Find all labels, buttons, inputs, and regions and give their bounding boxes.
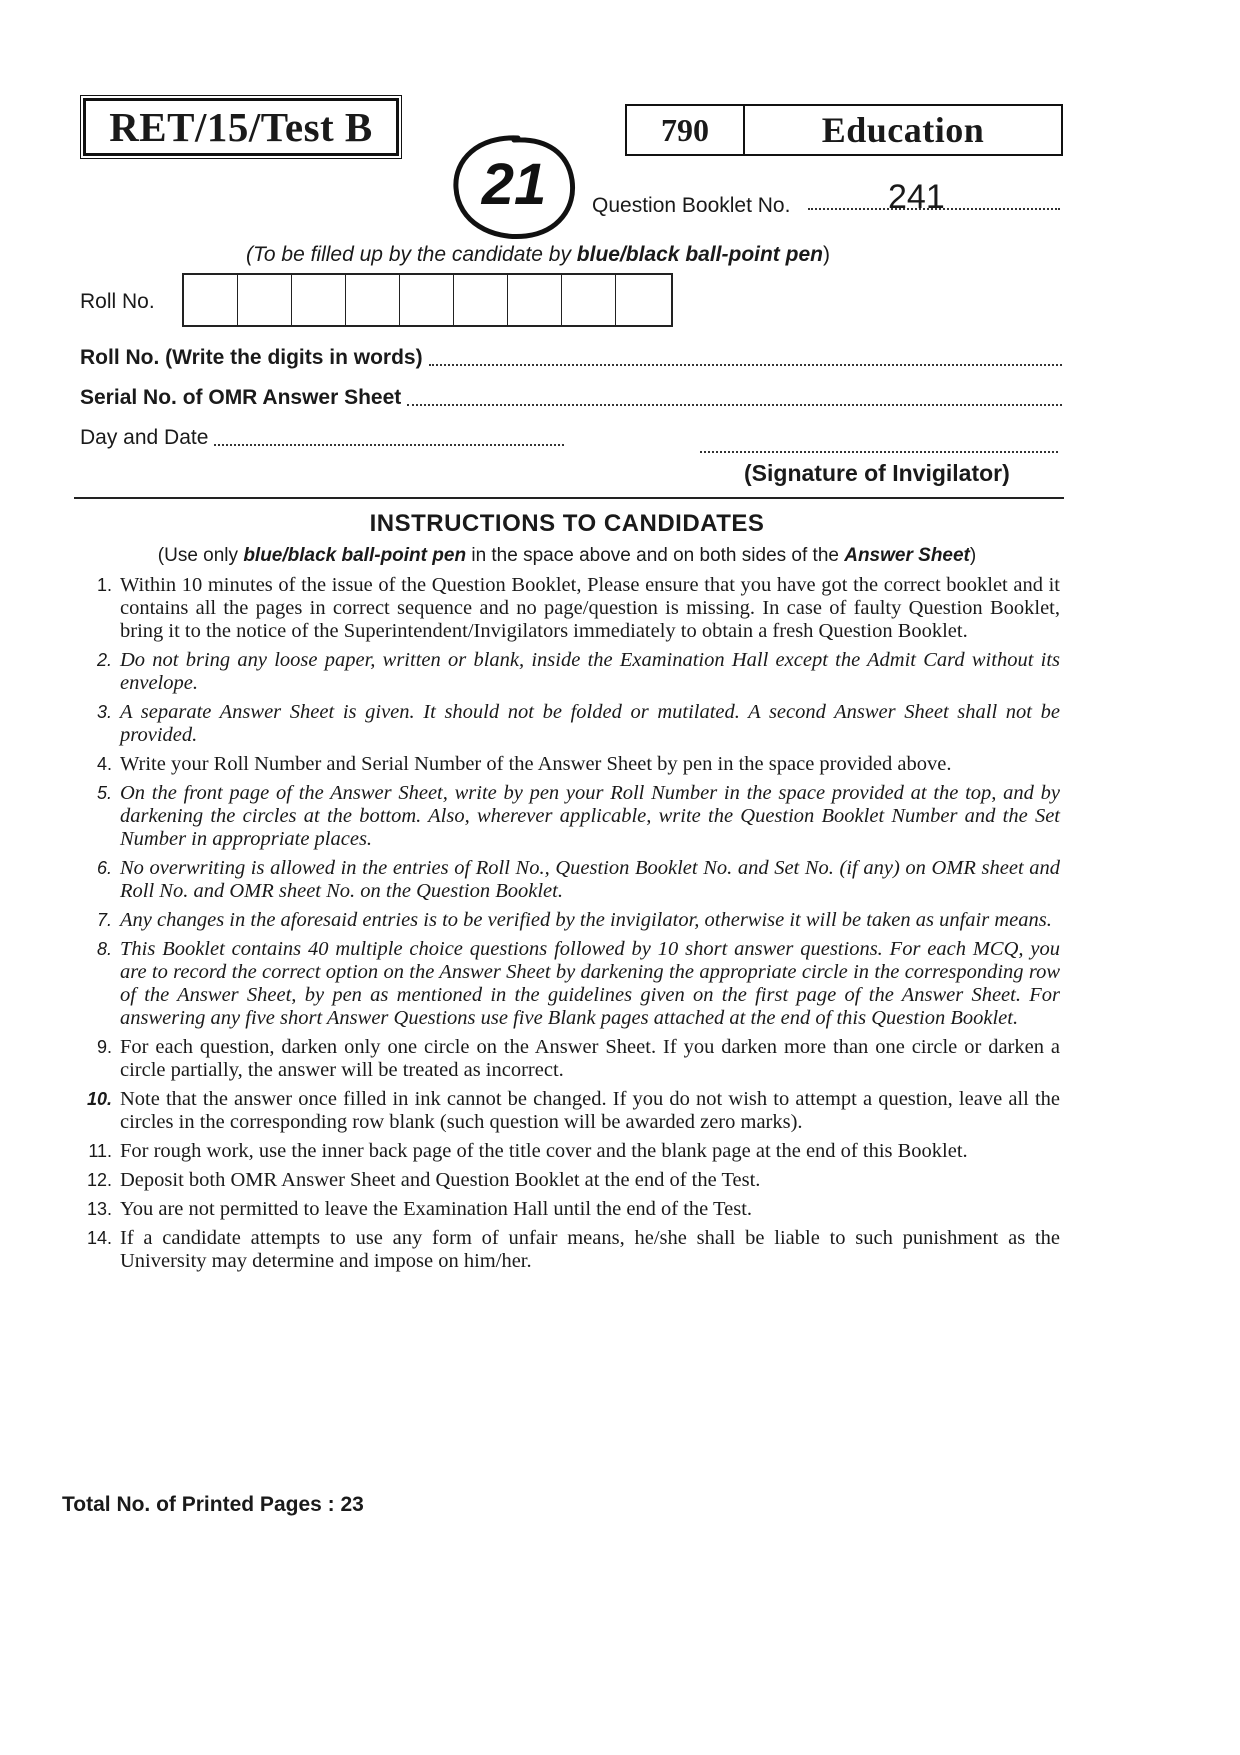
roll-no-label: Roll No. (80, 290, 155, 313)
roll-digit-box[interactable] (562, 275, 616, 325)
instructions-title: INSTRUCTIONS TO CANDIDATES (369, 510, 765, 537)
instruction-item: 4. Write your Roll Number and Serial Number of the Answer Sheet by pen in the space provided above. (96, 753, 952, 775)
instruction-item: 13. You are not permitted to leave the Examination Hall until the end of the Test. (86, 1198, 753, 1220)
set-number-marking (448, 132, 580, 244)
instruction-item: 2. Do not bring any loose paper, written or blank, inside the Examination Hall except the Admit Card without its envelope. (96, 649, 1060, 694)
set-number: 21 (481, 152, 547, 217)
fill-note: (To be filled up by the candidate by blue/black ball-point pen) (246, 243, 830, 266)
roll-digit-box[interactable] (400, 275, 454, 325)
roll-digit-box[interactable] (508, 275, 562, 325)
subject-box (625, 104, 1063, 156)
instruction-item: 10. Note that the answer once filled in ink cannot be changed. If you do not wish to attempt a question, leave all the circles in the corresponding row blank (such question will be awarded zero marks). (86, 1088, 1060, 1133)
printed-pages-count: Total No. of Printed Pages : 23 (62, 1493, 364, 1516)
instruction-item: 6. No overwriting is allowed in the entries of Roll No., Question Booklet No. and Set No. (if any) on OMR sheet and Roll No. and OMR sheet No. on the Question Booklet. (96, 857, 1060, 902)
roll-digit-box[interactable] (346, 275, 400, 325)
roll-digit-box[interactable] (184, 275, 238, 325)
roll-digit-box[interactable] (292, 275, 346, 325)
instructions-list (82, 574, 1060, 1279)
instruction-item: 5. On the front page of the Answer Sheet, write by pen your Roll Number in the space provided at the top, and by darkening the circles at the bottom. Also, wherever applicable, write the Question Booklet Number and the Set Number in appropriate places. (96, 782, 1060, 850)
instruction-item: 11. For rough work, use the inner back page of the title cover and the blank page at the end of this Booklet. (88, 1140, 968, 1162)
test-code-box (83, 98, 399, 156)
signature-label: (Signature of Invigilator) (744, 460, 1010, 486)
instruction-item: 3. A separate Answer Sheet is given. It should not be folded or mutilated. A second Answer Sheet shall not be provided. (96, 701, 1060, 746)
instruction-item: 7. Any changes in the aforesaid entries is to be verified by the invigilator, otherwise it will be taken as unfair means. (96, 909, 1052, 931)
roll-digit-box[interactable] (616, 275, 671, 325)
subject-code: 790 (627, 106, 745, 154)
booklet-number[interactable]: 241 (888, 178, 945, 216)
omr-serial-field[interactable]: Serial No. of OMR Answer Sheet (80, 386, 1062, 410)
instruction-item: 14. If a candidate attempts to use any form of unfair means, he/she shall be liable to such punishment as the University may determine and impose on him/her. (86, 1227, 1060, 1272)
test-code: RET/15/Test B (109, 104, 373, 150)
instruction-item: 1. Within 10 minutes of the issue of the Question Booklet, Please ensure that you have got the correct booklet and it contains all the pages in correct sequence and no page/question is missing. In case of faulty Question Booklet, bring it to the notice of the Superintendent/Invigilators immediately to obtain a fresh Question Booklet. (96, 574, 1060, 642)
booklet-label: Question Booklet No. (592, 194, 791, 217)
roll-no-boxes[interactable] (182, 273, 673, 327)
divider (74, 497, 1064, 499)
roll-digit-box[interactable] (454, 275, 508, 325)
instruction-item: 12. Deposit both OMR Answer Sheet and Question Booklet at the end of the Test. (86, 1169, 761, 1191)
subject-name: Education (821, 110, 985, 150)
instructions-subtitle: (Use only blue/black ball-point pen in the space above and on both sides of the Answer Sheet) (157, 545, 977, 566)
instruction-item: 9. For each question, darken only one circle on the Answer Sheet. If you darken more than one circle or darken a circle partially, the answer will be treated as incorrect. (96, 1036, 1060, 1081)
instruction-item: 8. This Booklet contains 40 multiple choice questions followed by 10 short answer questions. For each MCQ, you are to record the correct option on the Answer Sheet by darkening the appropriate circle in the corresponding row of the Answer Sheet, by pen as mentioned in the guidelines given on the first page of the Answer Sheet. For answering any five short Answer Questions use five Blank pages attached at the end of this Question Booklet. (96, 938, 1060, 1029)
day-date-field[interactable]: Day and Date (80, 426, 564, 450)
signature-line[interactable] (700, 451, 1058, 453)
roll-digit-box[interactable] (238, 275, 292, 325)
roll-no-words-field[interactable]: Roll No. (Write the digits in words) (80, 346, 1062, 370)
